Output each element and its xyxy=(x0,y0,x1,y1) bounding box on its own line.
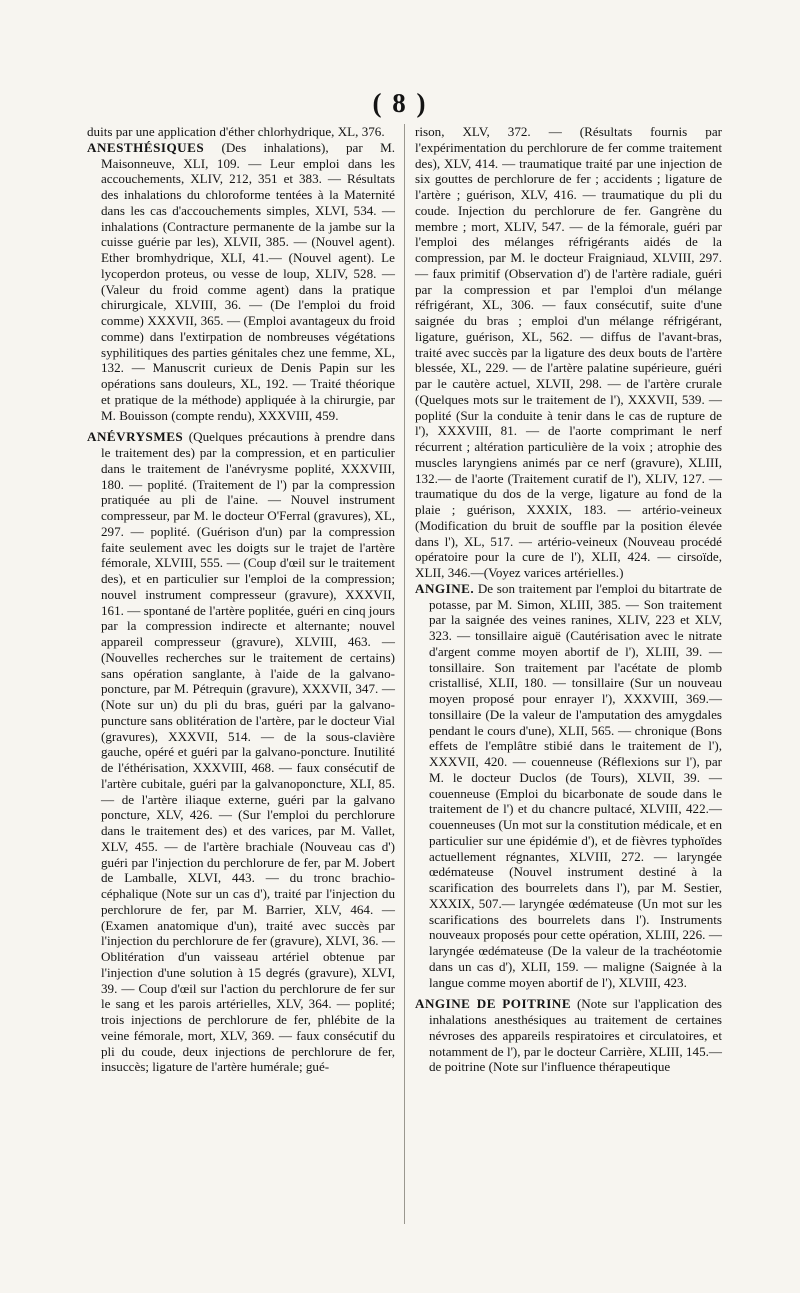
continuation-text: duits par une application d'éther chlorhydrique, XL, 376. xyxy=(87,124,385,139)
entry-text: (Des inhalations), par M. Maisonneuve, XLI, 109. — Leur emploi dans les accouchements, XLIV, 212, 351 et 383. — Résultats des inhalations du chloroforme tentées à la Maternité dans les cas d'accouchements simples, XLVI, 534. — inhalations (Contracture permanente de la jambe sur la cuisse guérie par les), XLVII, 385. — (Nouvel agent). Ether bromhydrique, XLI, 41.— (Nouvel agent). Le lycoperdon proteus, ou vesse de loup, XLIV, 528. — (Valeur du froid comme agent) dans la pratique chirurgicale, XLVIII, 36. — (De l'emploi du froid comme) XXXVII, 365. — (Emploi avantageux du froid comme) dans l'extirpation de nombreuses végétations syphilitiques des parties génitales chez une femme, XL, 132. — Manuscrit curieux de Denis Papin sur les opérations sans douleurs, XL, 192. — Traité théorique et pratique de la méthode) appliquée à la chirurgie, par M. Bouisson (compte rendu), XXXVIII, 459. xyxy=(101,139,395,423)
left-column xyxy=(87,124,395,1075)
entry-text: (Note sur l'application des inhalations anesthésiques au traitement de certaines névroses des appareils respiratoires et circulatoires, et notamment de l'), par le docteur Carrière, XLIII, 145.— de poitrine (Note sur l'influence thérapeutique xyxy=(429,996,722,1075)
entry-text: De son traitement par l'emploi du bitartrate de potasse, par M. Simon, XLIII, 385. — Son traitement par la saignée des veines ranines, XLIV, 223 et XLV, 323. — tonsillaire aiguë (Cautérisation avec le nitrate d'argent comme moyen abortif de l'), XLIII, 39. — tonsillaire. Son traitement par l'acétate de plomb cristallisé, XLII, 180. — tonsillaire (Sur un nouveau moyen proposé pour enrayer l'), XXXVIII, 369.— tonsillaire (De la valeur de l'amputation des amygdales pendant le cours d'une), XLII, 565. — chronique (Bons effets de l'emplâtre stibié dans le traitement de l'), XXXVII, 420. — couenneuse (Réflexions sur l'), par M. le docteur Duclos (de Tours), XLVII, 39. — couenneuse (Emploi du bicarbonate de soude dans le traitement de l') et du chancre pultacé, XLVIII, 422.— couenneuses (Un mot sur la constitution médicale, et en particulier sur une épidémie d'), et de fièvres typhoïdes actuellement régnantes, XLVIII, 272. — laryngée œdémateuse (Nouvel instrument destiné à la scarification des bourrelets dans l'), par M. Sestier, XXXIX, 507.— laryngée œdémateuse (Un mot sur les scarifications des bourrelets dans l'). Instruments nouveaux proposés pour cette opération, XLIII, 226. — laryngée œdémateuse (De la valeur de la trachéotomie dans un cas d'), XLII, 159. — maligne (Saignée à la langue comme moyen abortif de l'), XLVIII, 423. xyxy=(429,580,722,990)
page-number: ( 8 ) xyxy=(372,88,428,118)
right-column xyxy=(415,124,722,1075)
index-entry-angine xyxy=(415,581,722,991)
entry-heading: ANGINE. xyxy=(415,580,475,596)
entry-heading: ANÉVRYSMES xyxy=(87,429,184,445)
index-entry-anesthesiques xyxy=(87,140,395,424)
index-entry-angine-de-poitrine xyxy=(415,996,722,1075)
entry-heading: ANESTHÉSIQUES xyxy=(87,139,205,155)
continuation-text: rison, XLV, 372. — (Résultats fournis par l'expérimentation du perchlorure de fer comme traitement des), XLV, 414. — traumatique traité par une injection de six gouttes de perchlorure de fer ; accidents ; ligature de l'artère ; guérison, XLV, 416. — traumatique du pli du coude. Injection du perchlorure de fer. Gangrène du membre ; mort, XLIV, 547. — de la fémorale, guéri par l'emploi des mélanges réfrigérants aidés de la compression, par M. le docteur Fraigniaud, XLVIII, 297. — faux primitif (Observation d') de l'artère radiale, guéri par la compression et par l'emploi d'un mélange réfrigérant, XL, 306. — faux consécutif, suite d'une saignée du bras ; emploi d'un mélange réfrigérant, ligature, guérison, XL, 562. — diffus de l'avant-bras, traité avec succès par la ligature des deux bouts de l'artère blessée, XL, 229. — de l'artère palatine supérieure, guéri par le cautère actuel, XLVII, 298. — de l'artère crurale (Quelques mots sur le traitement de l'), XXXVII, 539. — poplité (Sur la conduite à tenir dans le cas de rupture de l'), XXXVIII, 81. — de l'aorte comprimant le nerf récurrent ; altération particulière de la voix ; atrophie des muscles laryngiens animés par ce nerf (gravure), XLIII, 132.— de l'aorte (Traitement curatif de l'), XLIV, 127. — traumatique du dos de la verge, ligature au fond de la plaie ; guérison, XXXIX, 183. — artério-veineux (Modification du bruit de souffle par la position élevée dans l'), XL, 517. — artério-veineux (Nouveau procédé opératoire pour la cure de l'), XLII, 424. — cirsoïde, XLII, 346.—(Voyez varices artérielles.) xyxy=(415,124,722,580)
entry-heading: ANGINE DE POITRINE xyxy=(415,996,572,1012)
column-divider xyxy=(404,124,405,1224)
entry-text: (Quelques précautions à prendre dans le traitement des) par la compression, et en particulier dans le traitement de l'anévrysme poplité, XXXVIII, 180. — poplité. (Traitement de l') par la compression pratiquée au pli de l'aine. — Nouvel instrument compresseur, par M. le docteur O'Ferral (gravures), XL, 297. — poplité. (Guérison d'un) par la compression faite seulement avec les doigts sur le trajet de l'artère fémorale, XLVIII, 555. — (Coup d'œil sur le traitement des), et en particulier sur l'emploi de la compression; nouvel instrument compresseur (gravure), XXXVII, 161. — spontané de l'artère poplitée, guéri en cinq jours par la compression indirecte et alternante; nouvel appareil compresseur (gravure), XLVIII, 463. — (Nouvelles recherches sur le traitement de certains) sans opération sanglante, à l'aide de la galvano-poncture, par M. Pétrequin (gravure), XXXVII, 347. — (Note sur un) du pli du bras, guéri par la galvano-puncture sans oblitération de l'artère, par le docteur Vial (gravures), XXXVII, 514. — de la sous-clavière gauche, opéré et guéri par la galvano-poncture. Inutilité de l'éthérisation, XXXVIII, 468. — faux consécutif de l'artère cubitale, guéri par la galvanoponcture, XLI, 85. — de l'artère iliaque externe, guéri par la galvano poncture, XLV, 426. — (Sur l'emploi du perchlorure dans le traitement des) et des varices, par M. Vallet, XLV, 455. — de l'artère brachiale (Nouveau cas d') guéri par l'injection du perchlorure de fer, par M. Jobert de Lamballe, XLVI, 443. — du tronc brachio-céphalique (Note sur un cas d'), traité par l'injection du perchlorure de fer, par M. Barrier, XLV, 464. — (Examen anatomique d'un), traité avec succès par l'injection du perchlorure de fer (gravure), XLVI, 36. — Oblitération d'un vaisseau artériel obtenue par l'injection d'une solution à 15 degrés (gravure), XLVI, 39. — Coup d'œil sur l'action du perchlorure de fer sur le sang et les parois artérielles, XLV, 364. — poplité; trois injections de perchlorure de fer, phlébite de la veine fémorale, mort, XLV, 369. — faux consécutif du pli du coude, deux injections de perchlorure de fer, insuccès; ligature de l'artère humérale; gué- xyxy=(101,429,395,1075)
index-entry-anevrysmes xyxy=(87,429,395,1075)
